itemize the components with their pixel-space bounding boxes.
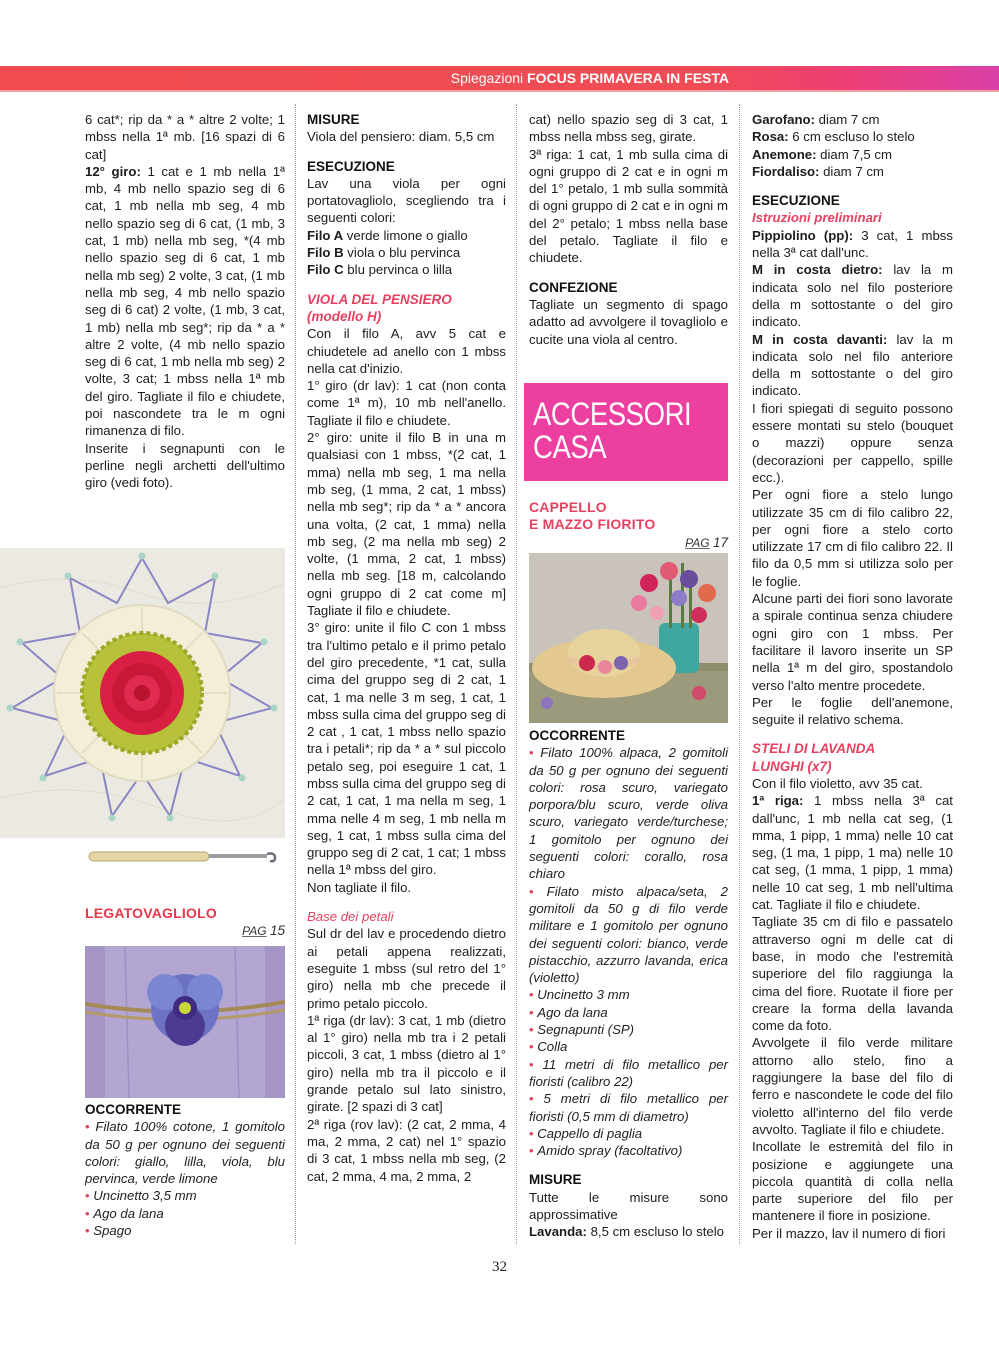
text-paragraph: Tutte le misure sono approssimative <box>529 1189 728 1223</box>
napkin-ring-photo <box>85 946 285 1098</box>
section-title: E MAZZO FIORITO <box>529 516 656 533</box>
column-1 <box>85 111 285 492</box>
column-3-top <box>529 111 728 348</box>
yarn-line: Filo A verde limone o giallo <box>307 227 468 243</box>
page-reference: PAG 15 <box>242 923 285 939</box>
viola-subtitle: (modello H) <box>307 308 382 324</box>
section-title: LEGATOVAGLIOLO <box>85 905 217 921</box>
list-item: • Cappello di paglia <box>529 1125 728 1142</box>
list-item: • Ago da lana <box>529 1004 728 1021</box>
doily-illustration <box>0 548 285 838</box>
text-paragraph: Pippiolino (pp): 3 cat, 1 mbss nella 3ª cat dall'unc. <box>752 227 953 261</box>
text-paragraph: Inserite i segnapunti con le perline negli archetti dell'ultimo giro (vedi foto). <box>85 440 285 491</box>
cappello-heading-block <box>529 499 728 552</box>
viola-title: VIOLA DEL PENSIERO <box>307 291 452 307</box>
list-item: • Uncinetto 3,5 mm <box>85 1187 285 1204</box>
measure-line: Lavanda: 8,5 cm escluso lo stelo <box>529 1224 724 1240</box>
occorrente-heading: OCCORRENTE <box>529 728 626 743</box>
page-number: 32 <box>492 1259 507 1275</box>
esecuzione-heading: ESECUZIONE <box>307 158 395 174</box>
text-paragraph: 2ª riga (rov lav): (2 cat, 2 mma, 4 ma, 2 mma, 2 cat) nel 1° spazio di 3 cat, 1 mbss nella mb seg, (2 cat, 2 mma, 4 ma, 2 mma, 2 <box>307 1116 506 1184</box>
text-paragraph: 1ª riga (dr lav): 3 cat, 1 mb (dietro al 1° giro) nella mb tra i 2 petali piccoli, 3 cat, 1 mbss (dietro al 1° giro) nella mb tra il piccolo e il grande petalo sul lato sinistro, girate. [2 spazi di 3 cat] <box>307 1012 506 1115</box>
hat-bouquet-photo <box>529 553 728 723</box>
column-divider <box>516 104 517 1244</box>
base-petali-title: Base dei petali <box>307 909 394 925</box>
text-paragraph: Per le foglie dell'anemone, seguite il relativo schema. <box>752 694 953 728</box>
legatovagliolo-materials <box>85 1101 285 1239</box>
occorrente-heading: OCCORRENTE <box>85 1102 182 1117</box>
text-paragraph: Sul dr del lav e procedendo dietro ai petali appena realizzati, eseguite 1 mbss (sul retro del 1° giro) nella mb che precede il primo petalo piccolo. <box>307 926 506 1011</box>
list-item: • Segnapunti (SP) <box>529 1021 728 1038</box>
legatovagliolo-heading-block <box>85 905 285 941</box>
confezione-heading: CONFEZIONE <box>529 279 618 295</box>
header-bar <box>0 66 999 90</box>
text-paragraph: Avvolgete il filo verde militare attorno allo stelo, fino a raggiungere la base del filo di ferro e nascondete le code del filo violetto all'interno del filo verde avvolto. Tagliate il filo e chiudete. <box>752 1035 953 1137</box>
text-paragraph: Per il mazzo, lav il numero di fiori <box>752 1225 946 1241</box>
header-rule <box>0 90 999 92</box>
misure-heading: MISURE <box>307 112 360 127</box>
hat-bouquet-illustration <box>529 553 728 723</box>
column-divider <box>739 104 740 1244</box>
column-divider <box>295 104 296 1244</box>
text-paragraph: Per ogni fiore a stelo lungo utilizzate 35 cm di filo calibro 22, per ogni fiore a stelo corto utilizzate 17 cm di filo calibro 22. Il filo da 0,5 mm si utilizza solo per le foglie. <box>752 487 953 589</box>
text-paragraph: Alcune parti dei fiori sono lavorate a spirale continua senza chiudere ogni giro con 1 mbss. Per facilitare il lavoro inserite un SP nella 1ª m del giro, spostandolo verso l'alto mentre procedete. <box>752 591 953 693</box>
cappello-materials <box>529 727 728 1241</box>
list-item: • Filato 100% cotone, 1 gomitolo da 50 g per ognuno dei seguenti colori: giallo, lilla, viola, blu pervinca, verde limone <box>85 1118 285 1187</box>
measure-line: Anemone: diam 7,5 cm <box>752 146 892 162</box>
measure-line: Garofano: diam 7 cm <box>752 112 880 127</box>
measure-line: Rosa: 6 cm escluso lo stelo <box>752 129 915 145</box>
steli-title: STELI DI LAVANDA <box>752 741 876 757</box>
text-paragraph: 6 cat*; rip da * a * altre 2 volte; 1 mbss nella 1ª mb. [16 spazi di 6 cat] <box>85 112 285 162</box>
text-paragraph: Tagliate un segmento di spago adatto ad avvolgere il tovagliolo e cucite una viola al centro. <box>529 296 728 347</box>
istruzioni-title: Istruzioni preliminari <box>752 210 882 226</box>
text-paragraph: cat) nello spazio seg di 3 cat, 1 mbss nella mbss seg, girate. <box>529 112 728 145</box>
text-paragraph: I fiori spiegati di seguito possono essere montati su stelo (bouquet o mazzi) oppure senza (decorazioni per cappello, spille ecc.). <box>752 400 953 485</box>
section-title: CAPPELLO <box>529 499 607 515</box>
list-item: • Filato misto alpaca/seta, 2 gomitoli da 50 g di filo verde militare e 1 gomitolo per ognuno dei seguenti colori: bianco, verde pistacchio, azzurro lavanda, erica (violetto) <box>529 883 728 987</box>
text-paragraph: M in costa davanti: lav la m indicata solo nel filo anteriore della m sottostante o del giro indicato. <box>752 331 953 399</box>
measure-line: Fiordaliso: diam 7 cm <box>752 163 884 179</box>
list-item: • Colla <box>529 1038 728 1055</box>
list-item: • 11 metri di filo metallico per fioristi (calibro 22) <box>529 1056 728 1091</box>
esecuzione-heading: ESECUZIONE <box>752 193 840 209</box>
text-paragraph: Lav una viola per ogni portatovagliolo, scegliendo tra i seguenti colori: <box>307 175 506 226</box>
list-item: • Ago da lana <box>85 1205 285 1222</box>
list-item: • Filato 100% alpaca, 2 gomitoli da 50 g per ognuno dei seguenti colori: rosa scuro, variegato porpora/blu scuro, verde oliva scuro, variegato verde/turchese; 1 gomitolo per ognuno dei seguenti colori: corallo, rosa chiaro <box>529 744 728 882</box>
misure-heading: MISURE <box>529 1172 582 1188</box>
column-2 <box>307 111 506 1185</box>
running-header: Spiegazioni FOCUS PRIMAVERA IN FESTA <box>450 70 729 86</box>
list-item: • 5 metri di filo metallico per fioristi (0,5 mm di diametro) <box>529 1090 728 1125</box>
crochet-hook-photo <box>85 843 285 869</box>
text-paragraph: 3ª riga: 1 cat, 1 mb sulla cima di ogni gruppo di 2 cat e in ogni m del 1° petalo, 1 mb sulla sommità di ogni gruppo di 2 cat e in ogni m del 2° petalo; 1 mbss nella base del petalo. Tagliate il filo e chiudete. <box>529 146 728 266</box>
napkin-ring-illustration <box>85 946 285 1098</box>
text-paragraph: Incollate le estremità del filo in posizione e aggiungete una piccola quantità di colla nella parte superiore del filo per mantenere il fiore in posizione. <box>752 1139 953 1224</box>
yarn-line: Filo B viola o blu pervinca <box>307 245 461 261</box>
list-item: • Amido spray (facoltativo) <box>529 1142 728 1159</box>
column-4 <box>752 111 953 1242</box>
yarn-line: Filo C blu pervinca o lilla <box>307 262 453 278</box>
banner-line: CASA <box>533 429 607 465</box>
steli-subtitle: LUNGHI (x7) <box>752 758 832 774</box>
page-reference: PAG 17 <box>685 534 728 550</box>
crochet-hook-illustration <box>85 843 285 869</box>
text-paragraph: 2° giro: unite il filo B in una m qualsiasi con 1 mbss, *(2 cat, 1 mma) nella mb seg, 1 ma nella mb seg, (1 mma, 2 cat, 1 mbss) nella mb seg*; rip da * a * ancora una volta, (2 cat, 1 mma) nella mb seg, (2 ma nella mb seg) 2 volte, (1 mma, 2 cat, 1 mbss) nella mb seg. [18 m, calcolando ogni gruppo di 2 cat come m] Tagliate il filo e chiudete. <box>307 430 506 619</box>
text-paragraph: 3° giro: unite il filo C con 1 mbss tra l'ultimo petalo e il primo petalo del giro precedente, *1 cat, sulla cima del gruppo seg di 2 cat, 1 cat, 1 ma nelle 3 m seg, 1 cat, 1 mbss sulla cima del gruppo seg di 2 cat , 1 cat, 1 mbss nello spazio tra i petali*; rip da * a * sul piccolo petalo seg, poi eseguire 1 cat, 1 mbss sulla cima del gruppo seg di 2 cat, 1 cat, 1 ma nella m seg, 1 mma nelle 4 m seg, 1 mb nella m seg, 1 cat, 1 mbss sulla cima del gruppo seg di 2 cat, 1 cat; 1 mbss nella 1ª mbss del giro. <box>307 620 506 878</box>
text-paragraph: M in costa dietro: lav la m indicata solo nel filo posteriore della m sottostante o del giro indicato. <box>752 262 953 330</box>
text-paragraph: Tagliate 35 cm di filo e passatelo attraverso ogni m delle cat di base, in modo che l'estremità superiore del filo raggiunga la cima del fiore. Ruotate il fiore per creare la forma della lavanda come da foto. <box>752 914 953 1034</box>
list-item: • Spago <box>85 1222 285 1239</box>
text-paragraph: 1ª riga: 1 mbss nella 3ª cat dall'unc, 1 mb nella cat seg, (1 mma, 1 pipp, 1 mma) nelle 10 cat seg, (1 ma, 1 pipp, 1 ma) nelle 10 cat seg, (1 mma, 1 pipp, 1 mma) nelle 10 cat seg, 1 mb nell'ultima cat. Tagliate il filo e chiudete. <box>752 793 953 913</box>
section-banner <box>524 383 728 481</box>
text-paragraph: 1° giro (dr lav): 1 cat (non conta come 1ª m), 10 mb nell'anello. Tagliate il filo e chiudete. <box>307 378 506 428</box>
banner-line: ACCESSORI <box>533 396 692 432</box>
list-item: • Uncinetto 3 mm <box>529 986 728 1003</box>
text-paragraph: 12° giro: 1 cat e 1 mb nella 1ª mb, 4 mb nello spazio seg di 6 cat, 1 mb nella mb seg, 4 mb nello spazio seg di 6 cat, (1 mb, 3 cat, 1 mb) nella mb seg, *(4 mb nello spazio seg di 6 cat, 1 mb nella mb seg) 2 volte, 3 cat, (1 mb nella mb seg, 4 mb nello spazio seg di 6 cat) 2 volte, (1 mb, 3 cat, 1 mb) nella mb seg*; rip da * a * altre 2 volte, (4 mb nello spazio seg di 6 cat, 1 mb nella mb seg) 2 volte, 3 cat; 1 mbss nella 1ª mb del giro. Tagliate il filo e chiudete, poi nascondete tra le m ogni rimanenza di filo. <box>85 163 286 439</box>
text-paragraph: Viola del pensiero: diam. 5,5 cm <box>307 129 495 145</box>
text-paragraph: Con il filo violetto, avv 35 cat. <box>752 775 923 791</box>
text-paragraph: Con il filo A, avv 5 cat e chiudetele ad anello con 1 mbss nella cat d'inizio. <box>307 326 506 376</box>
text-paragraph: Non tagliate il filo. <box>307 879 412 895</box>
doily-photo <box>0 548 285 838</box>
